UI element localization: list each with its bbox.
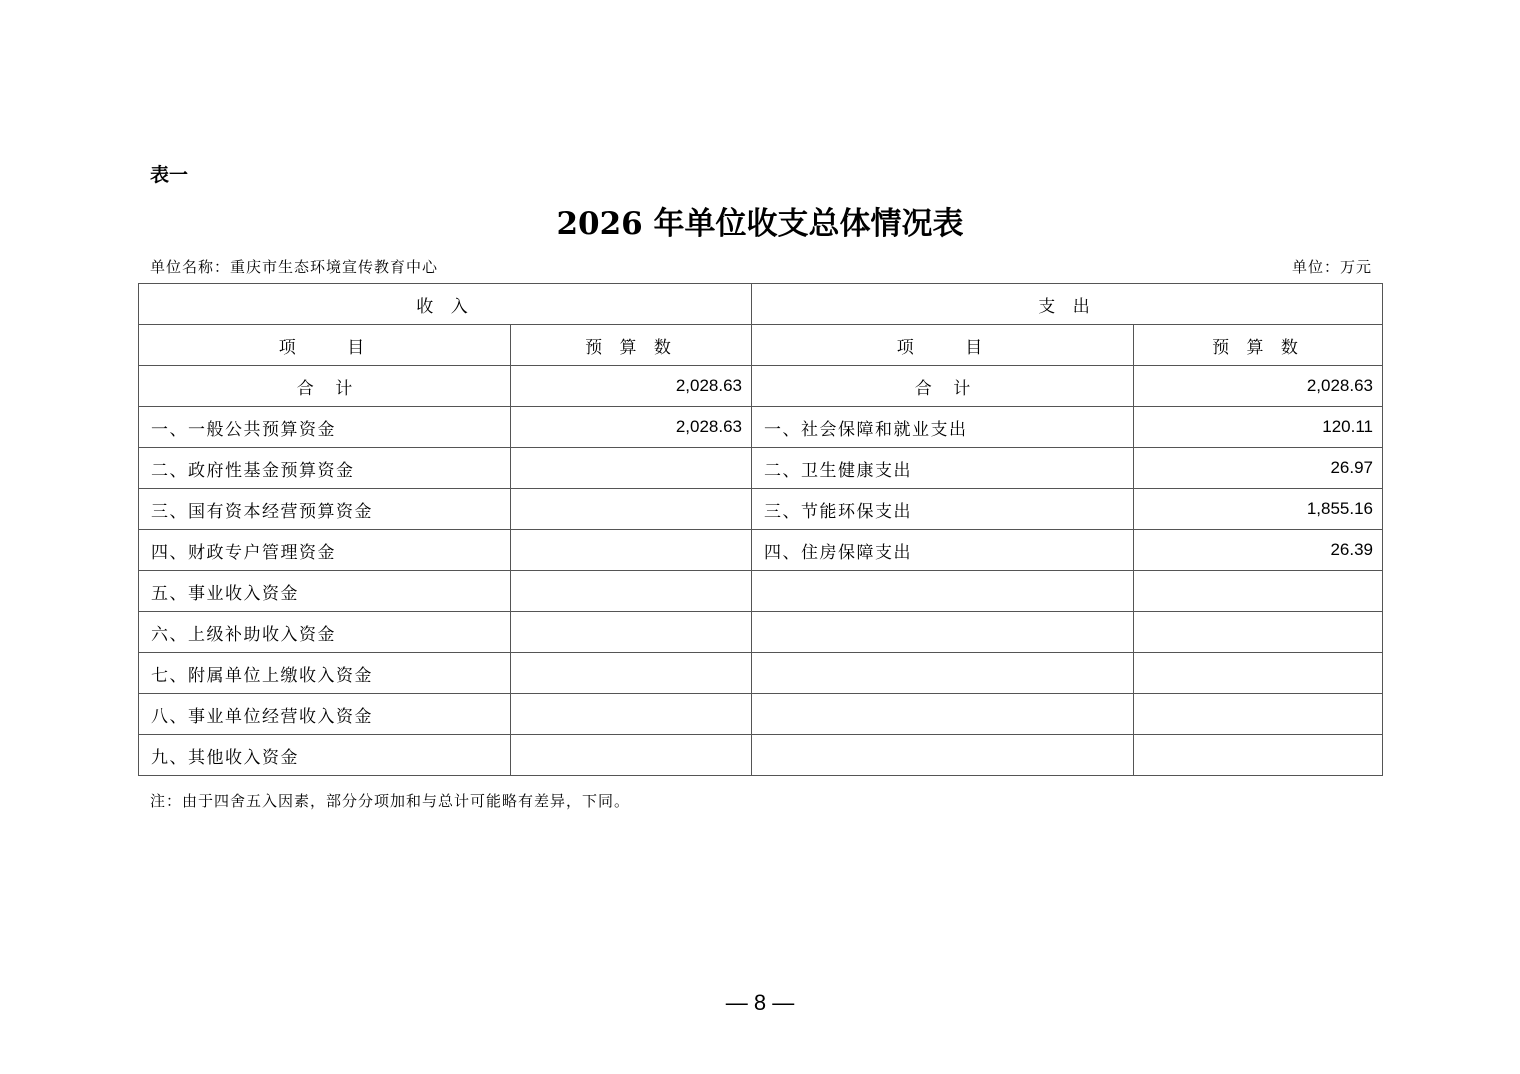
income-value	[511, 530, 752, 571]
exp-value: 1,855.16	[1134, 489, 1383, 530]
table-label: 表一	[150, 164, 189, 186]
income-total-value: 2,028.63	[511, 366, 752, 407]
exp-item: 四、住房保障支出	[752, 530, 1134, 571]
exp-item	[752, 571, 1134, 612]
total-row	[139, 366, 1383, 407]
exp-item: 一、社会保障和就业支出	[752, 407, 1134, 448]
exp-value	[1134, 694, 1383, 735]
footnote: 注：由于四舍五入因素，部分分项加和与总计可能略有差异，下同。	[150, 792, 631, 810]
income-item: 四、财政专户管理资金	[139, 530, 511, 571]
table-row	[139, 735, 1383, 776]
exp-budget-header: 预 算 数	[1134, 325, 1383, 366]
income-value	[511, 653, 752, 694]
table-row	[139, 530, 1383, 571]
budget-table	[138, 283, 1383, 776]
income-item: 五、事业收入资金	[139, 571, 511, 612]
exp-value	[1134, 735, 1383, 776]
exp-total-label: 合 计	[752, 366, 1134, 407]
income-item: 六、上级补助收入资金	[139, 612, 511, 653]
exp-value	[1134, 653, 1383, 694]
table-row	[139, 653, 1383, 694]
income-item: 三、国有资本经营预算资金	[139, 489, 511, 530]
income-item: 九、其他收入资金	[139, 735, 511, 776]
section-header-row	[139, 284, 1383, 325]
exp-item	[752, 612, 1134, 653]
unit-label: 单位：万元	[1291, 258, 1372, 276]
exp-value	[1134, 571, 1383, 612]
page-number: — 8 —	[725, 990, 795, 1015]
table-row	[139, 694, 1383, 735]
exp-item	[752, 735, 1134, 776]
page-title: 2026 年单位收支总体情况表	[556, 206, 964, 242]
income-budget-header: 预 算 数	[511, 325, 752, 366]
income-value: 2,028.63	[511, 407, 752, 448]
income-item-header: 项 目	[139, 325, 511, 366]
exp-value: 120.11	[1134, 407, 1383, 448]
exp-item-header: 项 目	[752, 325, 1134, 366]
income-value	[511, 612, 752, 653]
exp-item: 二、卫生健康支出	[752, 448, 1134, 489]
expenditure-header: 支 出	[752, 284, 1383, 325]
income-value	[511, 448, 752, 489]
exp-value: 26.97	[1134, 448, 1383, 489]
exp-value: 26.39	[1134, 530, 1383, 571]
income-item: 一、一般公共预算资金	[139, 407, 511, 448]
table-row	[139, 448, 1383, 489]
exp-item	[752, 694, 1134, 735]
income-value	[511, 694, 752, 735]
income-value	[511, 571, 752, 612]
income-value	[511, 489, 752, 530]
income-value	[511, 735, 752, 776]
exp-value	[1134, 612, 1383, 653]
table-row	[139, 612, 1383, 653]
table-row	[139, 571, 1383, 612]
unit-name: 单位名称：重庆市生态环境宣传教育中心	[150, 258, 439, 276]
table-row	[139, 489, 1383, 530]
column-header-row	[139, 325, 1383, 366]
table-row	[139, 407, 1383, 448]
income-header: 收 入	[139, 284, 752, 325]
exp-item	[752, 653, 1134, 694]
income-item: 七、附属单位上缴收入资金	[139, 653, 511, 694]
income-item: 八、事业单位经营收入资金	[139, 694, 511, 735]
exp-total-value: 2,028.63	[1134, 366, 1383, 407]
income-item: 二、政府性基金预算资金	[139, 448, 511, 489]
income-total-label: 合 计	[139, 366, 511, 407]
exp-item: 三、节能环保支出	[752, 489, 1134, 530]
